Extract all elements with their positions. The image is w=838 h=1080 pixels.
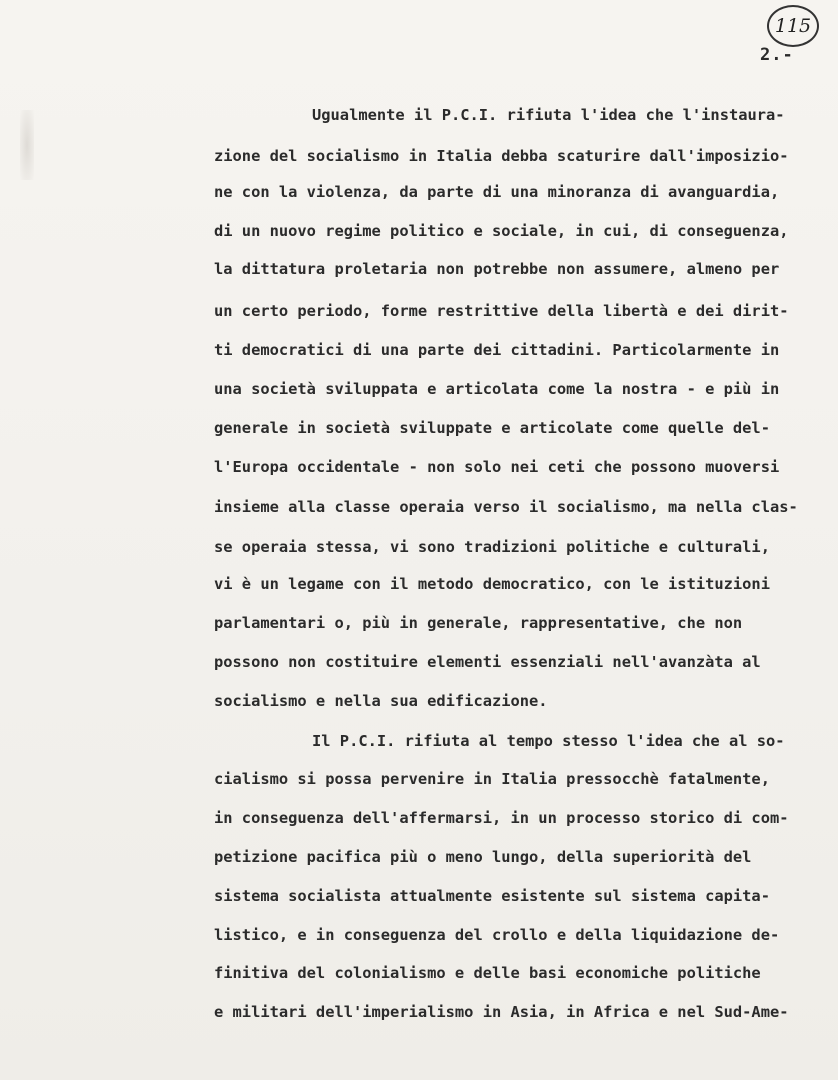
paper-smudge [20, 110, 34, 180]
text-line: cialismo si possa pervenire in Italia pressocchè fatalmente, [214, 770, 770, 788]
text-line: finitiva del colonialismo e delle basi economiche politiche [214, 964, 761, 982]
text-line: Il P.C.I. rifiuta al tempo stesso l'idea che al so- [312, 732, 785, 750]
text-line: Ugualmente il P.C.I. rifiuta l'idea che l'instaura- [312, 106, 785, 124]
text-line: l'Europa occidentale - non solo nei ceti che possono muoversi [214, 458, 780, 476]
text-line: un certo periodo, forme restrittive della libertà e dei dirit- [214, 302, 789, 320]
page-number: 2.- [760, 45, 794, 65]
text-line: possono non costituire elementi essenziali nell'avanzàta al [214, 653, 761, 671]
text-line: zione del socialismo in Italia debba scaturire dall'imposizio- [214, 147, 789, 165]
text-line: insieme alla classe operaia verso il socialismo, ma nella clas- [214, 498, 798, 516]
text-line: ne con la violenza, da parte di una minoranza di avanguardia, [214, 183, 780, 201]
handwritten-folio-number: 115 [767, 5, 819, 47]
text-line: vi è un legame con il metodo democratico, con le istituzioni [214, 575, 770, 593]
text-line: ti democratici di una parte dei cittadini. Particolarmente in [214, 341, 780, 359]
text-line: la dittatura proletaria non potrebbe non assumere, almeno per [214, 260, 780, 278]
text-line: generale in società sviluppate e articolate come quelle del- [214, 419, 770, 437]
text-line: in conseguenza dell'affermarsi, in un processo storico di com- [214, 809, 789, 827]
text-line: una società sviluppata e articolata come la nostra - e più in [214, 380, 780, 398]
text-line: e militari dell'imperialismo in Asia, in Africa e nel Sud-Ame- [214, 1003, 789, 1021]
text-line: se operaia stessa, vi sono tradizioni politiche e culturali, [214, 538, 770, 556]
text-line: socialismo e nella sua edificazione. [214, 692, 548, 710]
text-line: listico, e in conseguenza del crollo e della liquidazione de- [214, 926, 780, 944]
text-line: parlamentari o, più in generale, rappresentative, che non [214, 614, 743, 632]
text-line: sistema socialista attualmente esistente sul sistema capita- [214, 887, 770, 905]
text-line: di un nuovo regime politico e sociale, in cui, di conseguenza, [214, 222, 789, 240]
text-line: petizione pacifica più o meno lungo, della superiorità del [214, 848, 752, 866]
